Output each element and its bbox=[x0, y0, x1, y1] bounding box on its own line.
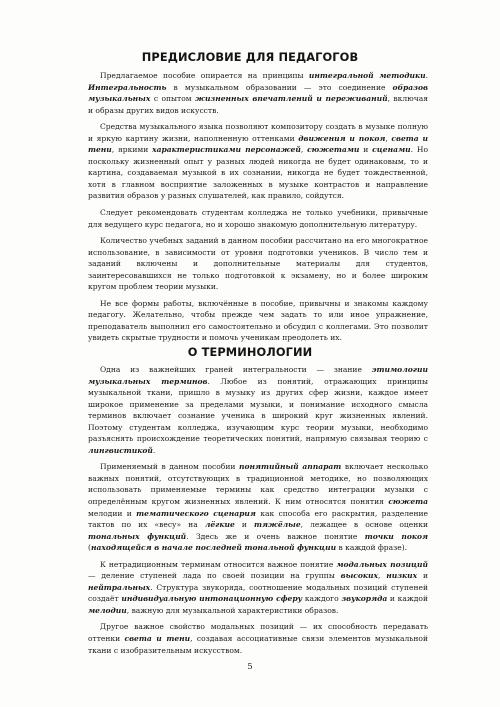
emphasized-term: звукоряда bbox=[341, 594, 388, 604]
emphasized-term: сюжетами bbox=[307, 145, 360, 155]
terminology-text bbox=[88, 364, 428, 656]
emphasized-term: модальных позиций bbox=[336, 559, 428, 569]
emphasized-term: образов музыкальных bbox=[88, 82, 428, 104]
emphasized-term: понятийный аппарат bbox=[238, 462, 342, 472]
emphasized-term: жизненных впечатлений и переживаний bbox=[195, 94, 388, 104]
paragraph: Следует рекомендовать студентам колледжа не только учебники, привычные для ведущего курс педагога, но и хорошо знакомую дополнительную литературу. bbox=[88, 208, 428, 229]
paragraph: К нетрадиционным терминам относится важное понятие модальных позиций — деление ступеней лада по своей позиции на группы высоких, низких и нейтральных. Структура звукоряда, соотношение модальных позиций ступеней создаёт индивидуальную интонационную сферу каждого звукоряда и каждой мелодии, важную для музыкальной характеристики образов. bbox=[88, 559, 428, 615]
emphasized-term: движения и покоя bbox=[298, 133, 386, 143]
emphasized-term: света и тени bbox=[88, 133, 428, 155]
paragraph: Применяемый в данном пособии понятийный аппарат включает несколько важных понятий, отсутствующих в традиционной методике, но позволяющих использовать применяемые термины как средство интеграции музыки с определённым кругом жизненных явлений. К ним относятся понятия сюжета мелодии и тематического сценария как способа его раскрытия, разделение тактов по их «весу» на лёгкие и тяжёлые, лежащее в основе оценки тональных функций. Здесь же и очень важное понятие точки покоя (находящейся в начале последней тональной функции в каждой фразе). bbox=[88, 462, 429, 553]
emphasized-term: точки покоя bbox=[364, 531, 429, 541]
emphasized-term: света и тени bbox=[124, 634, 191, 644]
emphasized-term: лёгкие bbox=[204, 520, 235, 530]
paragraph: Предлагаемое пособие опирается на принципы интегральной методики. Интегральность в музыкальном образовании — это соединение образов музыкальных с опытом жизненных впечатлений и переживаний, включая и образы других видов искусств. bbox=[88, 71, 428, 115]
emphasized-term: тематического сценария bbox=[136, 508, 256, 518]
paragraph: Не все формы работы, включённые в пособие, привычны и знакомы каждому педагогу. Желательно, чтобы прежде чем задать то или иное упражнение, преподаватель выполнил его самостоятельно и обсудил с коллегами. Это позволит увидеть скрытые трудности и помочь ученикам преодолеть их. bbox=[88, 298, 428, 343]
emphasized-term: нейтральных bbox=[88, 582, 151, 592]
emphasized-term: Интегральность bbox=[88, 82, 167, 92]
paragraph: Средства музыкального языка позволяют композитору создать в музыке полную и яркую картину жизни, наполненную оттенками движения и покоя, света и тени, яркими характеристиками персонажей, сюжетами и сценами. Но поскольку жизненный опыт у разных людей никогда не будет одинаковым, то и картина, создаваемая музыкой в их сознании, никогда не будет тождественной, хотя в главном восприятие заложенных в музыке контрастов и направление развития образов у разных слушателей, как правило, сойдутся. bbox=[88, 122, 428, 201]
page-number: 5 bbox=[247, 662, 253, 672]
emphasized-term: тональных функций bbox=[88, 531, 187, 541]
emphasized-term: сценами bbox=[372, 145, 411, 155]
preface-text bbox=[88, 70, 428, 344]
preface-heading: ПРЕДИСЛОВИЕ ДЛЯ ПЕДАГОГОВ bbox=[141, 50, 359, 64]
emphasized-term: характеристиками персонажей bbox=[152, 145, 301, 155]
emphasized-term: сюжета bbox=[388, 497, 428, 507]
emphasized-term: мелодии bbox=[88, 605, 127, 615]
terminology-heading: О ТЕРМИНОЛОГИИ bbox=[187, 345, 313, 359]
paragraph: Количество учебных заданий в данном пособии рассчитано на его многократное использование, в зависимости от уровня подготовки учеников. В число тем и заданий включены и дополнительные материалы для студентов, заинтересовавшихся не только подготовкой к экзамену, но и более широким кругом проблем теории музыки. bbox=[88, 236, 428, 292]
emphasized-term: высоких bbox=[340, 571, 379, 581]
emphasized-term: интегральной методики bbox=[308, 71, 426, 80]
emphasized-term: индивидуальную интонационную сферу bbox=[121, 594, 303, 604]
emphasized-term: низких bbox=[386, 571, 418, 581]
paragraph: Одна из важнейших граней интегральности — знание этимологии музыкальных терминов. Любое из понятий, отражающих принципы музыкальной ткани, пришло в музыку из других сфер жизни, каждое имеет широкое применение за пределами музыки, и понимание исходного смысла терминов включает сознание ученика в широкий круг жизненных явлений. Поэтому студентам колледжа, изучающим курс теории музыки, необходимо разъяснять происхождение теоретических понятий, напрямую связывая теорию с лингвистикой. bbox=[88, 365, 428, 455]
paragraph: Другое важное свойство модальных позиций — их способность передавать оттенки света и тени, создавая ассоциативные связи элементов музыкальной ткани с изобразительным искусством. bbox=[88, 622, 428, 655]
emphasized-term: лингвистикой bbox=[88, 445, 153, 455]
emphasized-term: этимологии музыкальных терминов bbox=[88, 365, 428, 386]
emphasized-term: находящейся в начале последней тональной функции bbox=[90, 543, 337, 553]
emphasized-term: тяжёлые bbox=[254, 520, 301, 530]
